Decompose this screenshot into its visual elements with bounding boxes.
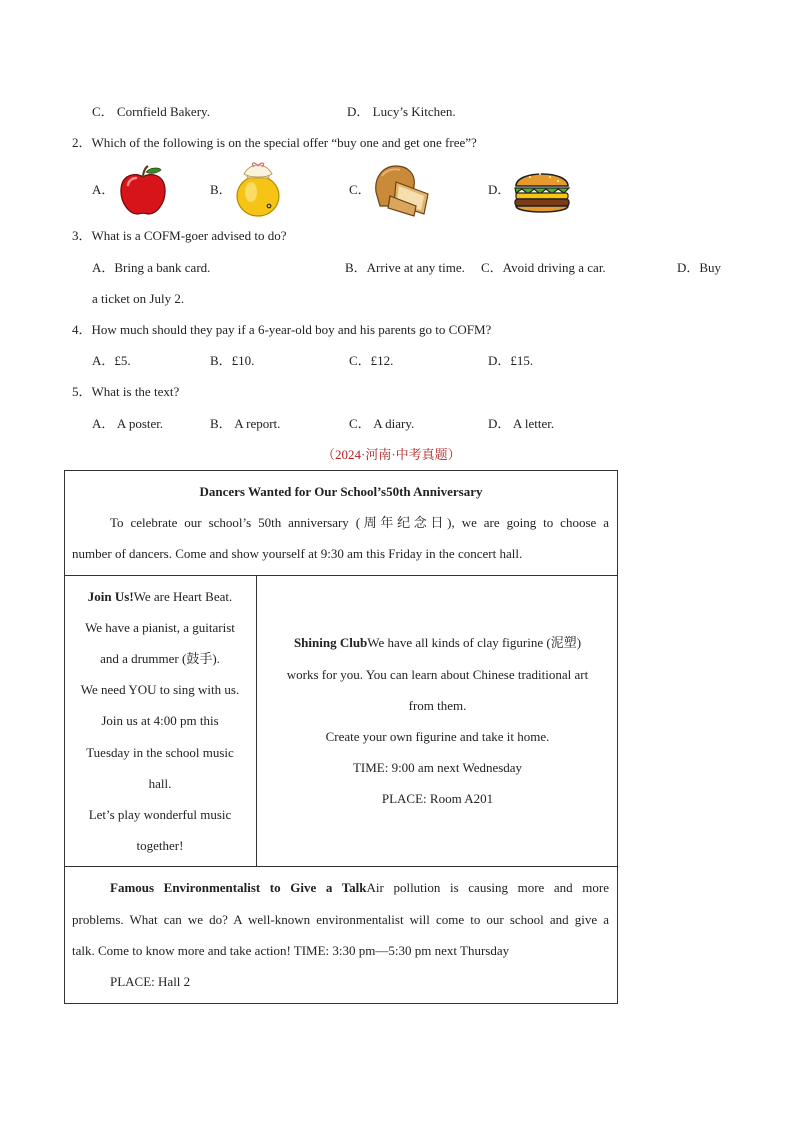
notice-left-line: We have a pianist, a guitarist (85, 620, 235, 635)
q5-option-a: A． A poster. (92, 416, 164, 431)
notice-bottom-line3: talk. Come to know more and take action! TIME: 3:30 pm—5:30 pm next Thursday (72, 943, 510, 958)
bread-icon (372, 162, 436, 218)
notice-left-heading: Join Us! (87, 589, 134, 604)
q4-option-b: B．£10. (210, 353, 255, 368)
hamburger-icon (512, 162, 572, 218)
notice-right-line: PLACE: Room A201 (381, 791, 494, 806)
notice-right-line: Create your own figurine and take it home. (325, 729, 550, 744)
q3-option-d: D．Buy (677, 260, 722, 275)
q4-question: 4．How much should they pay if a 6-year-old boy and his parents go to COFM? (72, 322, 492, 337)
q2-option-a-letter: A． (92, 182, 115, 197)
notice-bottom-first-line (110, 880, 609, 896)
q2-option-c-letter: C． (349, 182, 371, 197)
q1-option-c: C． Cornfield Bakery. (92, 104, 210, 119)
divider-middle (256, 575, 257, 867)
source-label: （2024·河南·中考真题） (322, 447, 461, 462)
notice-left-line: hall. (148, 776, 172, 791)
q5-option-d: D． A letter. (488, 416, 555, 431)
notice-left-line: We need YOU to sing with us. (80, 682, 240, 697)
q5-option-c: C． A diary. (349, 416, 415, 431)
q5-option-b: B． A report. (210, 416, 281, 431)
divider-top (64, 575, 618, 576)
notice-left-line: Join us at 4:00 pm this (101, 713, 219, 728)
notice-top-title: Dancers Wanted for Our School’s50th Anniversary (199, 484, 483, 499)
q2-option-d-letter: D． (488, 182, 511, 197)
q3-question: 3．What is a COFM-goer advised to do? (72, 228, 287, 243)
q2-question: 2．Which of the following is on the special offer “buy one and get one free”? (72, 135, 477, 150)
notice-bottom-line2: problems. What can we do? A well-known environmentalist will come to our school and give a (72, 912, 609, 927)
notice-top-line2: number of dancers. Come and show yourself at 9:30 am this Friday in the concert hall. (72, 546, 523, 561)
notice-left-line: and a drummer (鼓手). (100, 651, 220, 666)
notice-right-line: from them. (408, 698, 467, 713)
q5-question: 5．What is the text? (72, 384, 180, 399)
notice-bottom-heading: Famous Environmentalist to Give a Talk (110, 880, 367, 895)
apple-icon (116, 163, 170, 217)
q3-option-d-continued: a ticket on July 2. (92, 291, 185, 306)
q3-option-c: C．Avoid driving a car. (481, 260, 606, 275)
notice-right-first-line (257, 635, 618, 651)
q2-option-b-letter: B． (210, 182, 232, 197)
honey-jar-icon (232, 160, 284, 218)
notice-right-line: TIME: 9:00 am next Wednesday (352, 760, 523, 775)
notice-left-line: Tuesday in the school music (86, 745, 234, 760)
notice-right-line: works for you. You can learn about Chinese traditional art (286, 667, 589, 682)
q3-option-b: B．Arrive at any time. (345, 260, 465, 275)
notice-left-first-line (64, 589, 256, 605)
notice-left-line: together! (136, 838, 184, 853)
q4-option-a: A．£5. (92, 353, 131, 368)
notice-bottom-line4: PLACE: Hall 2 (110, 974, 191, 989)
q4-option-d: D．£15. (488, 353, 534, 368)
q3-option-a: A．Bring a bank card. (92, 260, 211, 275)
notice-top-line1: To celebrate our school’s 50th anniversary (周年纪念日), we are going to choose a (110, 515, 609, 530)
notice-left-line: Let’s play wonderful music (88, 807, 232, 822)
notice-bottom-line1: Air pollution is causing more and more (366, 880, 609, 895)
q4-option-c: C．£12. (349, 353, 394, 368)
notice-right-heading: Shining Club (293, 635, 368, 650)
q1-option-d: D． Lucy’s Kitchen. (347, 104, 456, 119)
divider-bottom (64, 866, 618, 867)
notice-left-line: We are Heart Beat. (133, 589, 233, 604)
notice-right-line: We have all kinds of clay figurine (泥塑) (367, 635, 582, 650)
